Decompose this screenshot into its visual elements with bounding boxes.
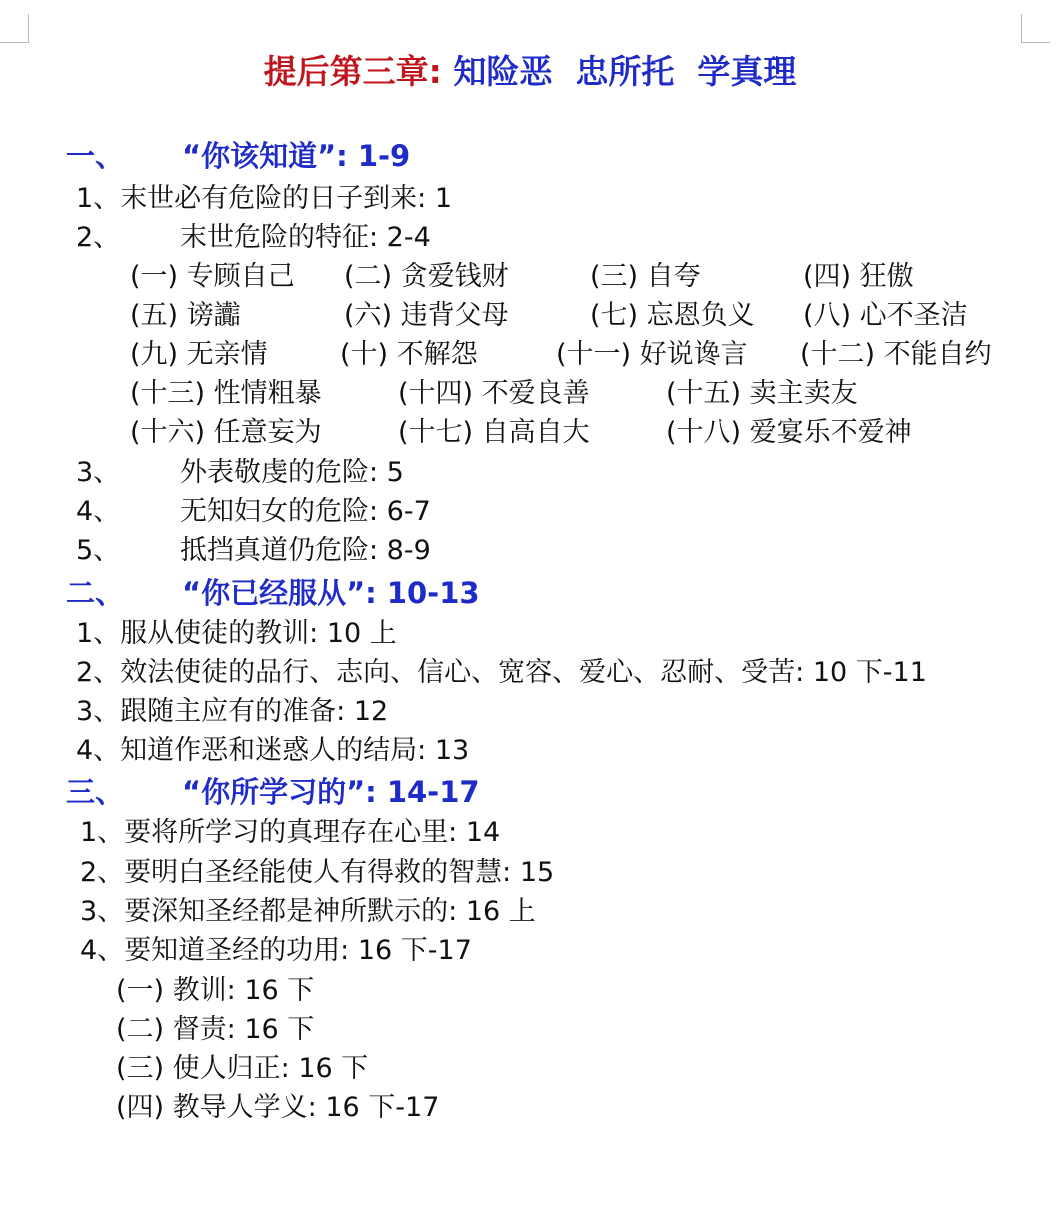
list-item <box>80 815 500 851</box>
trait-item: (二) 贪爱钱财 <box>344 261 509 292</box>
trait-item: (十八) 爱宴乐不爱神 <box>666 417 912 448</box>
list-item <box>80 933 472 969</box>
section-heading-3 <box>66 774 480 810</box>
list-item <box>76 220 120 256</box>
section-heading-2 <box>66 575 480 611</box>
trait-item: (十五) 卖主卖友 <box>666 378 858 409</box>
list-item <box>76 533 120 569</box>
trait-item: (十七) 自高自大 <box>398 417 590 448</box>
list-item <box>76 733 469 769</box>
item-number: 2、 <box>76 657 121 688</box>
list-item <box>76 494 120 530</box>
list-item <box>80 855 554 891</box>
trait-item: (五) 谤讟 <box>130 300 241 331</box>
list-item <box>76 181 452 217</box>
item-number: 3、 <box>76 457 121 488</box>
trait-item: (十三) 性情粗暴 <box>130 378 322 409</box>
item-text: 末世危险的特征: 2-4 <box>180 222 431 253</box>
item-number: 4、 <box>80 935 125 966</box>
item-text: 跟随主应有的准备: 12 <box>120 696 389 727</box>
trait-item: (八) 心不圣洁 <box>803 300 968 331</box>
item-text: 效法使徒的品行、志向、信心、宽容、爱心、忍耐、受苦: 10 下-11 <box>120 657 927 688</box>
item-number: 1、 <box>76 618 121 649</box>
trait-item: (六) 违背父母 <box>344 300 509 331</box>
item-text: 要将所学习的真理存在心里: 14 <box>124 817 501 848</box>
trait-item: (一) 专顾自己 <box>130 261 295 292</box>
section-number: 二、 <box>66 576 125 610</box>
list-item <box>76 694 388 730</box>
page-corner-mark-left <box>0 14 29 43</box>
trait-item: (九) 无亲情 <box>130 339 268 370</box>
section-number: 三、 <box>66 775 125 809</box>
section-title: “你所学习的”: 14-17 <box>182 775 480 809</box>
item-number: 2、 <box>80 857 125 888</box>
section-heading-1 <box>66 138 410 174</box>
item-number: 5、 <box>76 535 121 566</box>
item-text: 要明白圣经能使人有得救的智慧: 15 <box>124 857 555 888</box>
trait-item: (四) 狂傲 <box>803 261 914 292</box>
trait-item: (十四) 不爱良善 <box>398 378 590 409</box>
item-number: 4、 <box>76 496 121 527</box>
item-text: 外表敬虔的危险: 5 <box>180 457 404 488</box>
item-number: 1、 <box>76 183 121 214</box>
trait-item: (七) 忘恩负义 <box>590 300 755 331</box>
item-text: 末世必有危险的日子到来: 1 <box>120 183 453 214</box>
trait-item: (十) 不解怨 <box>340 339 478 370</box>
item-number: 1、 <box>80 817 125 848</box>
document-title <box>0 46 1060 93</box>
use-item: (四) 教导人学义: 16 下-17 <box>116 1092 440 1123</box>
item-text: 知道作恶和迷惑人的结局: 13 <box>120 735 470 766</box>
item-number: 4、 <box>76 735 121 766</box>
use-item: (二) 督责: 16 下 <box>116 1014 315 1045</box>
item-number: 3、 <box>80 896 125 927</box>
trait-item: (十六) 任意妄为 <box>130 417 322 448</box>
item-text: 无知妇女的危险: 6-7 <box>180 496 431 527</box>
item-number: 3、 <box>76 696 121 727</box>
trait-item: (十二) 不能自约 <box>800 339 992 370</box>
trait-item: (三) 自夸 <box>590 261 701 292</box>
use-item: (一) 教训: 16 下 <box>116 975 315 1006</box>
list-item <box>76 455 120 491</box>
list-item <box>76 655 927 691</box>
section-title: “你已经服从”: 10-13 <box>182 576 480 610</box>
list-item <box>80 894 536 930</box>
title-topic: 知险恶 忠所托 学真理 <box>453 52 797 91</box>
page-corner-mark-right <box>1021 14 1050 43</box>
item-text: 要知道圣经的功用: 16 下-17 <box>124 935 472 966</box>
list-item <box>76 616 397 652</box>
title-chapter: 提后第三章: <box>263 52 454 91</box>
item-text: 抵挡真道仍危险: 8-9 <box>180 535 431 566</box>
trait-item: (十一) 好说谗言 <box>556 339 748 370</box>
item-number: 2、 <box>76 222 121 253</box>
section-title: “你该知道”: 1-9 <box>182 139 411 173</box>
item-text: 服从使徒的教训: 10 上 <box>120 618 397 649</box>
use-item: (三) 使人归正: 16 下 <box>116 1053 369 1084</box>
item-text: 要深知圣经都是神所默示的: 16 上 <box>124 896 536 927</box>
section-number: 一、 <box>66 139 125 173</box>
